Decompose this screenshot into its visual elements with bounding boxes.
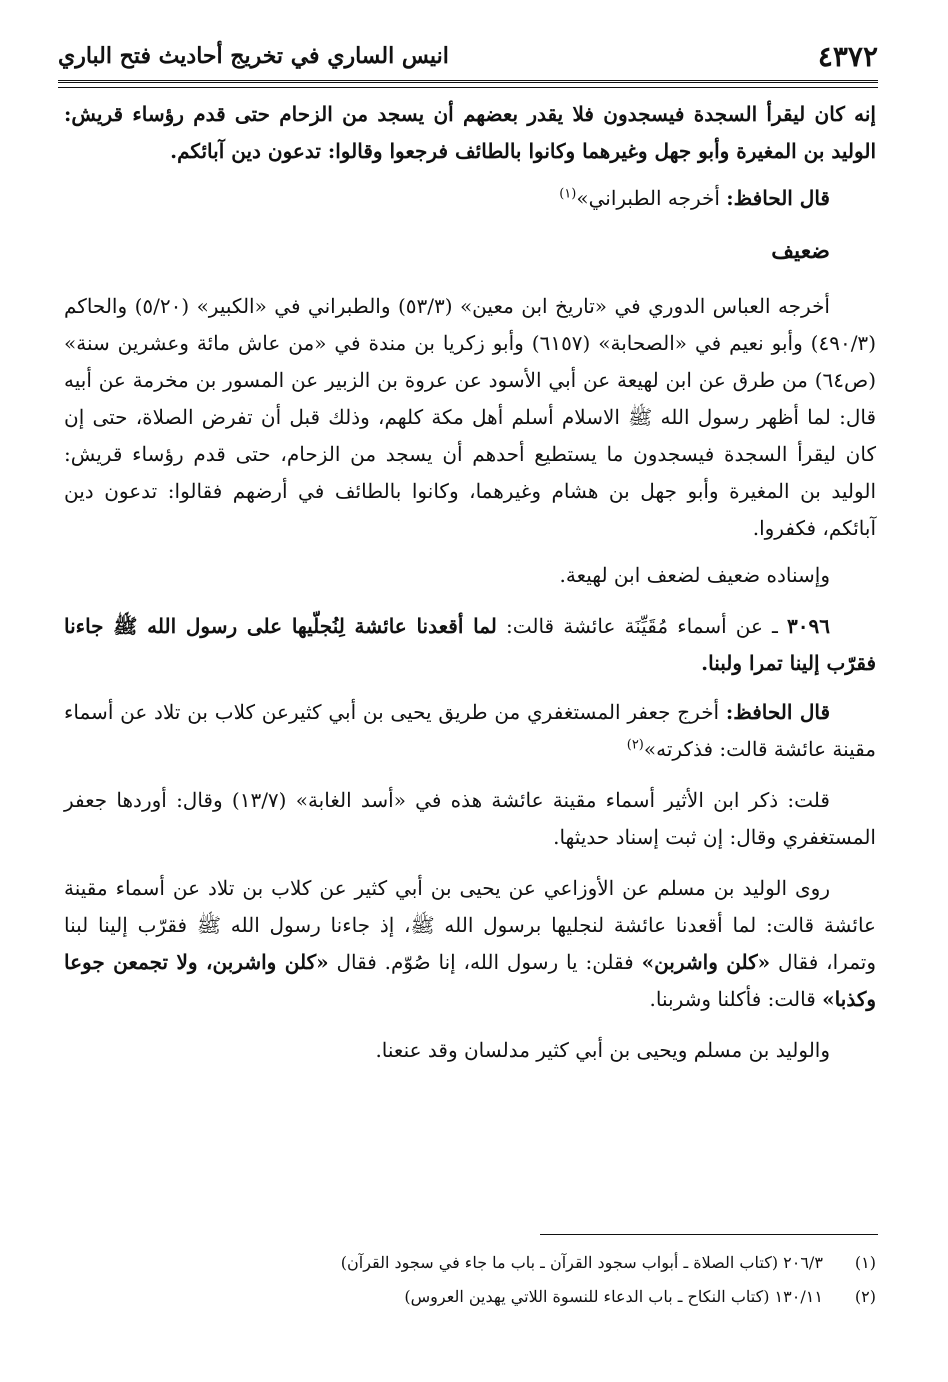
hafiz-label: قال الحافظ: [726,186,830,210]
narration-quote: «كلن واشربن» [641,950,771,974]
footnote-text: ١٣٠/١١ (كتاب النكاح ـ باب الدعاء للنسوة اللاتي يهدين العروس) [404,1287,823,1306]
footnote-item [240,1280,876,1314]
grade-heading: ضعيف [771,238,830,264]
footnote-separator [540,1234,878,1235]
narration-part: فقلن: يا رسول الله، إنا صُوّم. فقال [336,950,634,974]
running-title: انيس الساري في تخريج أحاديث فتح الباري [58,43,449,69]
hadith-intro: ـ عن أسماء مُقَيِّنَة عائشة قالت: [505,614,778,638]
isnad-judgement: وإسناده ضعيف لضعف ابن لهيعة. [559,563,830,587]
header-rule [58,80,878,88]
hadith-3096 [64,608,876,682]
hafiz-text: أخرج جعفر المستغفري من طريق يحيى بن أبي كثيرعن كلاب بن تلاد عن أسماء مقينة عائشة قالت: فذكرته» [64,700,876,761]
footnote-text: ٢٠٦/٣ (كتاب الصلاة ـ أبواب سجود القرآن ـ باب ما جاء في سجود القرآن) [340,1253,823,1272]
hadith-text: لما أقعدنا عائشة لِنُجلّيها على رسول الله ﷺ جاءنا فقرّب إلينا تمرا ولبنا. [64,614,876,675]
narration-paragraph [64,870,876,1018]
footnote-item [240,1246,876,1280]
footnote-label: (١) [854,1253,876,1272]
footnotes [240,1246,876,1314]
hafiz-text: أخرجه الطبراني» [576,186,720,210]
hadith-continuation: إنه كان ليقرأ السجدة فيسجدون فلا يقدر بعضهم أن يسجد من الزحام حتى قدم رؤساء قريش: الوليد بن المغيرة وأبو جهل وغيرهما وكانوا بالطائف فرجعوا وقالوا: تدعون دين آبائكم. [64,102,876,163]
main-text [64,96,876,1069]
page-header [58,36,878,76]
hafiz-note-1 [64,180,876,217]
footnote-label: (٢) [854,1287,876,1306]
hafiz-note-2 [64,694,876,768]
hadith-number: ٣٠٩٦ [787,614,830,638]
narration-part: روى الوليد بن مسلم عن الأوزاعي عن يحيى بن أبي كثير عن كلاب بن تلاد عن أسماء مقينة عائشة قالت: لما أقعدنا عائشة لنجليها برسول الله ﷺ، إذ جاءنا رسول الله ﷺ فقرّب إلينا لبنا وتمرا، فقال [64,876,877,974]
takhrij-paragraph: أخرجه العباس الدوري في «تاريخ ابن معين» (٥٣/٣) والطبراني في «الكبير» (٥/٢٠) والحاكم (٤٩٠/٣) وأبو نعيم في «الصحابة» (٦١٥٧) وأبو زكريا بن مندة في «من عاش مائة وعشرين سنة» (ص٦٤) من طرق عن ابن لهيعة عن أبي الأسود عن عروة بن الزبير عن المسور بن مخرمة عن أبيه قال: لما أظهر رسول الله ﷺ الاسلام أسلم أهل مكة كلهم، وذلك قبل أن تفرض الصلاة، حتى إن كان ليقرأ السجدة فيسجدون ما يستطيع أحدهم أن يسجد من الزحام، حتى قدم رؤساء قريش: الوليد بن المغيرة وأبو جهل بن هشام وغيرهما، وكانوا بالطائف في أرضهم فقالوا: تدعون دين آبائكم، فكفروا. [64,294,876,540]
page-number: ٤٣٧٢ [817,39,878,73]
footnote-ref-1: (١) [559,186,577,202]
closing-remark: والوليد بن مسلم ويحيى بن أبي كثير مدلسان وقد عنعنا. [375,1038,830,1062]
author-comment: قلت: ذكر ابن الأثير أسماء مقينة عائشة هذه في «أسد الغابة» (١٣/٧) وقال: أوردها جعفر المستغفري وقال: إن ثبت إسناد حديثها. [64,788,876,849]
hafiz-label: قال الحافظ: [725,700,831,724]
narration-quote: «كلن واشربن، ولا تجمعن جوعا وكذبا» [64,950,876,1011]
footnote-ref-2: (٢) [626,737,644,753]
narration-part: قالت: فأكلنا وشربنا. [649,987,816,1011]
